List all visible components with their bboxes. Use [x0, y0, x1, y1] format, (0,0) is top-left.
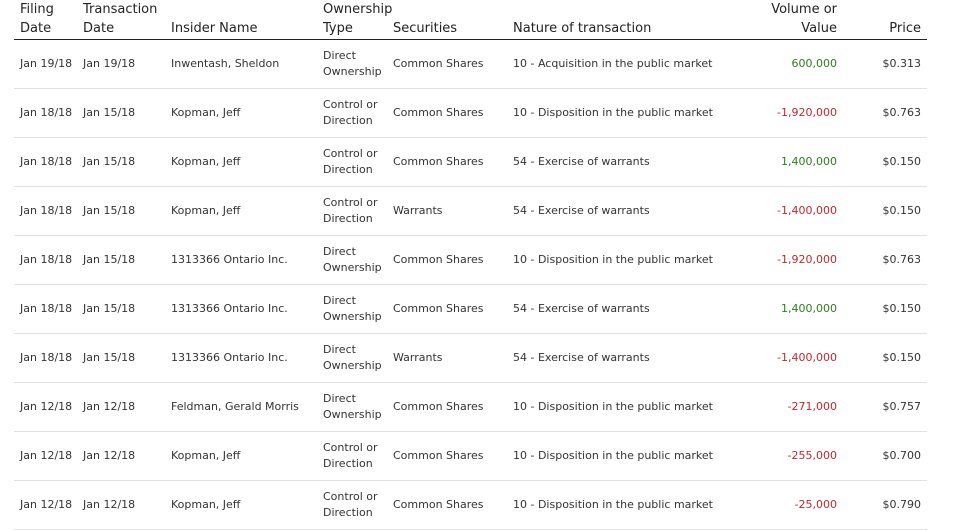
ownership-type-line: Direct — [323, 49, 356, 62]
header-transaction-date[interactable]: Transaction Date — [77, 0, 165, 40]
ownership-type-line: Direction — [323, 212, 373, 225]
header-securities[interactable]: Securities — [387, 0, 507, 40]
cell-filing-date: Jan 12/18 — [14, 383, 77, 432]
table-row — [14, 432, 927, 481]
cell-transaction-date: Jan 19/18 — [77, 40, 165, 89]
ownership-type-line: Direct — [323, 343, 356, 356]
cell-filing-date: Jan 12/18 — [14, 432, 77, 481]
cell-insider-name: Inwentash, Sheldon — [165, 40, 317, 89]
cell-securities: Common Shares — [387, 138, 507, 187]
cell-insider-name: Kopman, Jeff — [165, 481, 317, 530]
header-price[interactable]: Price — [843, 0, 927, 40]
cell-insider-name: Kopman, Jeff — [165, 187, 317, 236]
table-row — [14, 40, 927, 89]
cell-filing-date: Jan 18/18 — [14, 334, 77, 383]
cell-price: $0.700 — [843, 432, 927, 481]
cell-filing-date: Jan 18/18 — [14, 187, 77, 236]
cell-ownership-type — [317, 236, 387, 285]
cell-filing-date: Jan 18/18 — [14, 285, 77, 334]
ownership-type-line: Control or — [323, 490, 378, 503]
ownership-type-line: Direction — [323, 114, 373, 127]
header-ownership-type[interactable]: Ownership Type — [317, 0, 387, 40]
table-header-row — [14, 0, 927, 40]
cell-ownership-type — [317, 187, 387, 236]
cell-volume-or-value: -1,400,000 — [717, 187, 843, 236]
cell-volume-or-value: -25,000 — [717, 481, 843, 530]
ownership-type-line: Direction — [323, 457, 373, 470]
cell-securities: Warrants — [387, 187, 507, 236]
table-row — [14, 285, 927, 334]
cell-ownership-type — [317, 138, 387, 187]
cell-ownership-type — [317, 89, 387, 138]
ownership-type-line: Direct — [323, 245, 356, 258]
cell-transaction-date: Jan 15/18 — [77, 285, 165, 334]
cell-nature-of-transaction: 54 - Exercise of warrants — [507, 285, 717, 334]
cell-insider-name: Kopman, Jeff — [165, 89, 317, 138]
cell-securities: Warrants — [387, 334, 507, 383]
table-row — [14, 383, 927, 432]
ownership-type-line: Ownership — [323, 310, 382, 323]
cell-price: $0.313 — [843, 40, 927, 89]
cell-ownership-type — [317, 40, 387, 89]
ownership-type-line: Ownership — [323, 359, 382, 372]
cell-securities: Common Shares — [387, 89, 507, 138]
cell-volume-or-value: 1,400,000 — [717, 285, 843, 334]
cell-filing-date: Jan 19/18 — [14, 40, 77, 89]
table-body — [14, 40, 927, 530]
cell-securities: Common Shares — [387, 40, 507, 89]
cell-ownership-type — [317, 334, 387, 383]
cell-nature-of-transaction: 10 - Disposition in the public market — [507, 432, 717, 481]
cell-securities: Common Shares — [387, 236, 507, 285]
ownership-type-line: Ownership — [323, 261, 382, 274]
cell-securities: Common Shares — [387, 481, 507, 530]
table-row — [14, 334, 927, 383]
cell-insider-name: 1313366 Ontario Inc. — [165, 334, 317, 383]
cell-volume-or-value: -271,000 — [717, 383, 843, 432]
ownership-type-line: Direction — [323, 506, 373, 519]
cell-insider-name: Kopman, Jeff — [165, 432, 317, 481]
cell-securities: Common Shares — [387, 432, 507, 481]
cell-nature-of-transaction: 54 - Exercise of warrants — [507, 334, 717, 383]
header-nature-of-transaction[interactable]: Nature of transaction — [507, 0, 717, 40]
ownership-type-line: Control or — [323, 441, 378, 454]
cell-volume-or-value: -1,400,000 — [717, 334, 843, 383]
cell-insider-name: 1313366 Ontario Inc. — [165, 236, 317, 285]
table-row — [14, 89, 927, 138]
header-volume-or-value[interactable]: Volume or Value — [717, 0, 843, 40]
table-row — [14, 138, 927, 187]
ownership-type-line: Ownership — [323, 408, 382, 421]
cell-transaction-date: Jan 15/18 — [77, 187, 165, 236]
cell-price: $0.763 — [843, 89, 927, 138]
cell-transaction-date: Jan 15/18 — [77, 138, 165, 187]
cell-volume-or-value: -1,920,000 — [717, 89, 843, 138]
ownership-type-line: Direct — [323, 392, 356, 405]
cell-nature-of-transaction: 10 - Disposition in the public market — [507, 383, 717, 432]
cell-securities: Common Shares — [387, 383, 507, 432]
cell-nature-of-transaction: 10 - Disposition in the public market — [507, 236, 717, 285]
cell-ownership-type — [317, 383, 387, 432]
cell-price: $0.150 — [843, 187, 927, 236]
cell-insider-name: Kopman, Jeff — [165, 138, 317, 187]
cell-volume-or-value: 600,000 — [717, 40, 843, 89]
insider-transactions-table — [14, 0, 927, 530]
cell-securities: Common Shares — [387, 285, 507, 334]
ownership-type-line: Direction — [323, 163, 373, 176]
ownership-type-line: Direct — [323, 294, 356, 307]
cell-nature-of-transaction: 54 - Exercise of warrants — [507, 187, 717, 236]
table-row — [14, 187, 927, 236]
cell-volume-or-value: 1,400,000 — [717, 138, 843, 187]
cell-transaction-date: Jan 15/18 — [77, 89, 165, 138]
ownership-type-line: Control or — [323, 98, 378, 111]
table-row — [14, 481, 927, 530]
cell-filing-date: Jan 12/18 — [14, 481, 77, 530]
cell-price: $0.790 — [843, 481, 927, 530]
cell-insider-name: Feldman, Gerald Morris — [165, 383, 317, 432]
cell-volume-or-value: -255,000 — [717, 432, 843, 481]
cell-transaction-date: Jan 15/18 — [77, 334, 165, 383]
cell-filing-date: Jan 18/18 — [14, 89, 77, 138]
cell-transaction-date: Jan 15/18 — [77, 236, 165, 285]
cell-price: $0.757 — [843, 383, 927, 432]
cell-ownership-type — [317, 432, 387, 481]
cell-nature-of-transaction: 10 - Acquisition in the public market — [507, 40, 717, 89]
cell-nature-of-transaction: 54 - Exercise of warrants — [507, 138, 717, 187]
table-row — [14, 236, 927, 285]
ownership-type-line: Ownership — [323, 65, 382, 78]
cell-transaction-date: Jan 12/18 — [77, 432, 165, 481]
header-insider-name[interactable]: Insider Name — [165, 0, 317, 40]
cell-volume-or-value: -1,920,000 — [717, 236, 843, 285]
cell-price: $0.150 — [843, 285, 927, 334]
cell-nature-of-transaction: 10 - Disposition in the public market — [507, 89, 717, 138]
header-filing-date[interactable]: Filing Date — [14, 0, 77, 40]
cell-filing-date: Jan 18/18 — [14, 236, 77, 285]
cell-transaction-date: Jan 12/18 — [77, 383, 165, 432]
cell-price: $0.763 — [843, 236, 927, 285]
cell-ownership-type — [317, 481, 387, 530]
cell-price: $0.150 — [843, 334, 927, 383]
cell-filing-date: Jan 18/18 — [14, 138, 77, 187]
cell-ownership-type — [317, 285, 387, 334]
cell-transaction-date: Jan 12/18 — [77, 481, 165, 530]
cell-nature-of-transaction: 10 - Disposition in the public market — [507, 481, 717, 530]
ownership-type-line: Control or — [323, 147, 378, 160]
cell-insider-name: 1313366 Ontario Inc. — [165, 285, 317, 334]
cell-price: $0.150 — [843, 138, 927, 187]
ownership-type-line: Control or — [323, 196, 378, 209]
